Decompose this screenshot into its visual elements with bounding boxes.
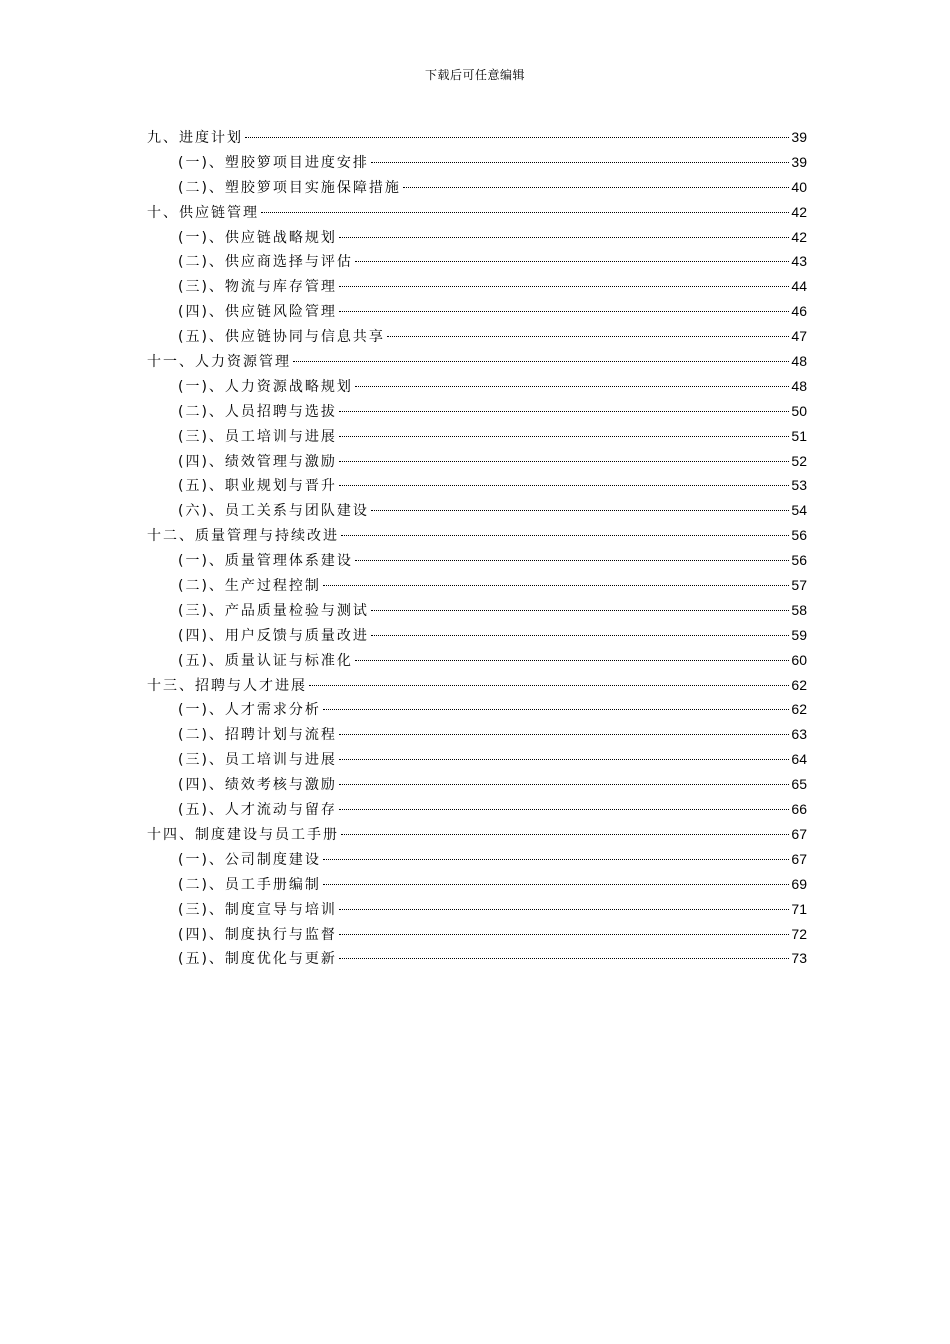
toc-entry[interactable]: [147, 225, 807, 250]
toc-entry-title: (五)、质量认证与标准化: [178, 652, 353, 669]
toc-dot-leader: [309, 685, 789, 686]
toc-entry-page-number: 42: [791, 203, 807, 220]
toc-entry-title: (六)、员工关系与团队建设: [178, 503, 369, 520]
toc-entry-title: (四)、绩效考核与激励: [178, 777, 337, 794]
page-header: 下载后可任意编辑: [424, 68, 525, 82]
toc-dot-leader: [323, 585, 789, 586]
toc-entry-title: (四)、供应链风险管理: [178, 304, 337, 321]
toc-dot-leader: [355, 560, 789, 561]
toc-dot-leader: [387, 336, 789, 337]
toc-dot-leader: [339, 461, 789, 462]
toc-dot-leader: [293, 361, 789, 362]
toc-entry[interactable]: [147, 697, 807, 722]
toc-entry[interactable]: [147, 523, 807, 548]
toc-entry[interactable]: [147, 424, 807, 449]
toc-dot-leader: [341, 535, 789, 536]
toc-dot-leader: [339, 411, 789, 412]
toc-entry-page-number: 56: [791, 552, 807, 569]
toc-dot-leader: [339, 237, 789, 238]
toc-dot-leader: [355, 386, 789, 387]
toc-entry-title: 十三、招聘与人才进展: [147, 677, 307, 694]
toc-entry-page-number: 52: [791, 452, 807, 469]
toc-dot-leader: [261, 212, 789, 213]
toc-entry-title: (二)、人员招聘与选拔: [178, 403, 337, 420]
toc-entry[interactable]: [147, 150, 807, 175]
toc-entry[interactable]: [147, 473, 807, 498]
toc-entry-title: (二)、供应商选择与评估: [178, 254, 353, 271]
toc-entry-page-number: 63: [791, 726, 807, 743]
toc-entry-title: (五)、供应链协同与信息共享: [178, 329, 385, 346]
toc-entry[interactable]: [147, 249, 807, 274]
toc-entry[interactable]: [147, 324, 807, 349]
toc-entry-title: (一)、人才需求分析: [178, 702, 321, 719]
toc-entry-page-number: 57: [791, 577, 807, 594]
toc-entry-page-number: 67: [791, 825, 807, 842]
toc-entry-page-number: 67: [791, 850, 807, 867]
toc-entry-page-number: 66: [791, 801, 807, 818]
toc-entry[interactable]: [147, 772, 807, 797]
toc-entry-page-number: 53: [791, 477, 807, 494]
toc-entry-title: (一)、塑胶箩项目进度安排: [178, 154, 369, 171]
toc-dot-leader: [339, 759, 789, 760]
toc-entry-title: (二)、生产过程控制: [178, 578, 321, 595]
toc-dot-leader: [339, 934, 789, 935]
toc-entry-page-number: 39: [791, 153, 807, 170]
toc-entry-page-number: 54: [791, 502, 807, 519]
toc-dot-leader: [339, 311, 789, 312]
toc-entry-title: (五)、制度优化与更新: [178, 951, 337, 968]
toc-entry-title: (三)、制度宣导与培训: [178, 901, 337, 918]
toc-entry-page-number: 51: [791, 427, 807, 444]
toc-dot-leader: [403, 187, 789, 188]
toc-entry-title: (一)、公司制度建设: [178, 851, 321, 868]
toc-entry[interactable]: [147, 598, 807, 623]
toc-entry-title: (五)、人才流动与留存: [178, 802, 337, 819]
toc-entry-title: (四)、绩效管理与激励: [178, 453, 337, 470]
toc-entry-title: 十二、质量管理与持续改进: [147, 528, 339, 545]
toc-entry[interactable]: [147, 299, 807, 324]
toc-entry[interactable]: [147, 449, 807, 474]
toc-entry-page-number: 69: [791, 875, 807, 892]
toc-entry[interactable]: [147, 374, 807, 399]
toc-entry-page-number: 65: [791, 776, 807, 793]
toc-entry-page-number: 43: [791, 253, 807, 270]
toc-entry-title: (二)、招聘计划与流程: [178, 727, 337, 744]
toc-entry[interactable]: [147, 349, 807, 374]
toc-entry-page-number: 59: [791, 626, 807, 643]
toc-entry-title: (三)、物流与库存管理: [178, 279, 337, 296]
toc-entry-page-number: 44: [791, 278, 807, 295]
toc-entry[interactable]: [147, 548, 807, 573]
toc-dot-leader: [339, 784, 789, 785]
toc-entry[interactable]: [147, 897, 807, 922]
toc-entry-title: (五)、职业规划与晋升: [178, 478, 337, 495]
toc-dot-leader: [323, 884, 789, 885]
toc-entry[interactable]: [147, 722, 807, 747]
toc-entry-page-number: 56: [791, 527, 807, 544]
toc-entry[interactable]: [147, 946, 807, 971]
toc-entry-page-number: 62: [791, 701, 807, 718]
toc-entry-page-number: 48: [791, 377, 807, 394]
toc-dot-leader: [339, 436, 789, 437]
toc-entry[interactable]: [147, 200, 807, 225]
toc-entry[interactable]: [147, 274, 807, 299]
toc-entry[interactable]: [147, 498, 807, 523]
toc-dot-leader: [371, 635, 789, 636]
toc-entry[interactable]: [147, 872, 807, 897]
toc-dot-leader: [323, 709, 789, 710]
toc-entry[interactable]: [147, 797, 807, 822]
toc-entry[interactable]: [147, 673, 807, 698]
toc-entry-page-number: 40: [791, 178, 807, 195]
toc-dot-leader: [339, 485, 789, 486]
toc-entry-page-number: 47: [791, 328, 807, 345]
toc-dot-leader: [339, 958, 789, 959]
toc-entry-page-number: 62: [791, 676, 807, 693]
toc-entry-title: (四)、制度执行与监督: [178, 926, 337, 943]
toc-dot-leader: [341, 834, 789, 835]
toc-entry[interactable]: [147, 648, 807, 673]
toc-entry-title: (四)、用户反馈与质量改进: [178, 627, 369, 644]
toc-dot-leader: [355, 261, 789, 262]
toc-dot-leader: [339, 286, 789, 287]
toc-entry[interactable]: [147, 822, 807, 847]
toc-entry-title: (三)、产品质量检验与测试: [178, 602, 369, 619]
table-of-contents: [147, 125, 807, 971]
toc-entry-title: 九、进度计划: [147, 130, 243, 146]
toc-entry-page-number: 50: [791, 402, 807, 419]
toc-entry-page-number: 46: [791, 303, 807, 320]
toc-dot-leader: [339, 734, 789, 735]
toc-dot-leader: [371, 610, 789, 611]
toc-entry-page-number: 60: [791, 651, 807, 668]
toc-entry[interactable]: [147, 573, 807, 598]
toc-entry-page-number: 64: [791, 751, 807, 768]
toc-entry-title: (二)、员工手册编制: [178, 876, 321, 893]
toc-entry-page-number: 39: [791, 129, 807, 145]
toc-entry-title: 十一、人力资源管理: [147, 354, 291, 371]
toc-entry-title: (一)、质量管理体系建设: [178, 553, 353, 570]
toc-entry-title: 十、供应链管理: [147, 204, 259, 221]
toc-entry[interactable]: [147, 125, 807, 150]
toc-entry-page-number: 73: [791, 950, 807, 967]
toc-entry-title: 十四、制度建设与员工手册: [147, 826, 339, 843]
toc-entry-title: (二)、塑胶箩项目实施保障措施: [178, 179, 401, 196]
toc-dot-leader: [339, 809, 789, 810]
toc-dot-leader: [245, 137, 789, 138]
toc-dot-leader: [339, 909, 789, 910]
toc-entry-page-number: 42: [791, 228, 807, 245]
toc-entry-page-number: 72: [791, 925, 807, 942]
toc-entry[interactable]: [147, 175, 807, 200]
toc-dot-leader: [371, 162, 789, 163]
toc-dot-leader: [323, 859, 789, 860]
toc-entry[interactable]: [147, 623, 807, 648]
toc-entry-page-number: 58: [791, 601, 807, 618]
toc-entry[interactable]: [147, 399, 807, 424]
toc-entry[interactable]: [147, 847, 807, 872]
toc-entry-title: (三)、员工培训与进展: [178, 428, 337, 445]
toc-entry-page-number: 71: [791, 900, 807, 917]
toc-entry-title: (一)、供应链战略规划: [178, 229, 337, 246]
toc-entry[interactable]: [147, 922, 807, 947]
toc-entry-title: (三)、员工培训与进展: [178, 752, 337, 769]
toc-dot-leader: [371, 510, 789, 511]
toc-dot-leader: [355, 660, 789, 661]
toc-entry-title: (一)、人力资源战略规划: [178, 378, 353, 395]
toc-entry[interactable]: [147, 747, 807, 772]
toc-entry-page-number: 48: [791, 353, 807, 370]
